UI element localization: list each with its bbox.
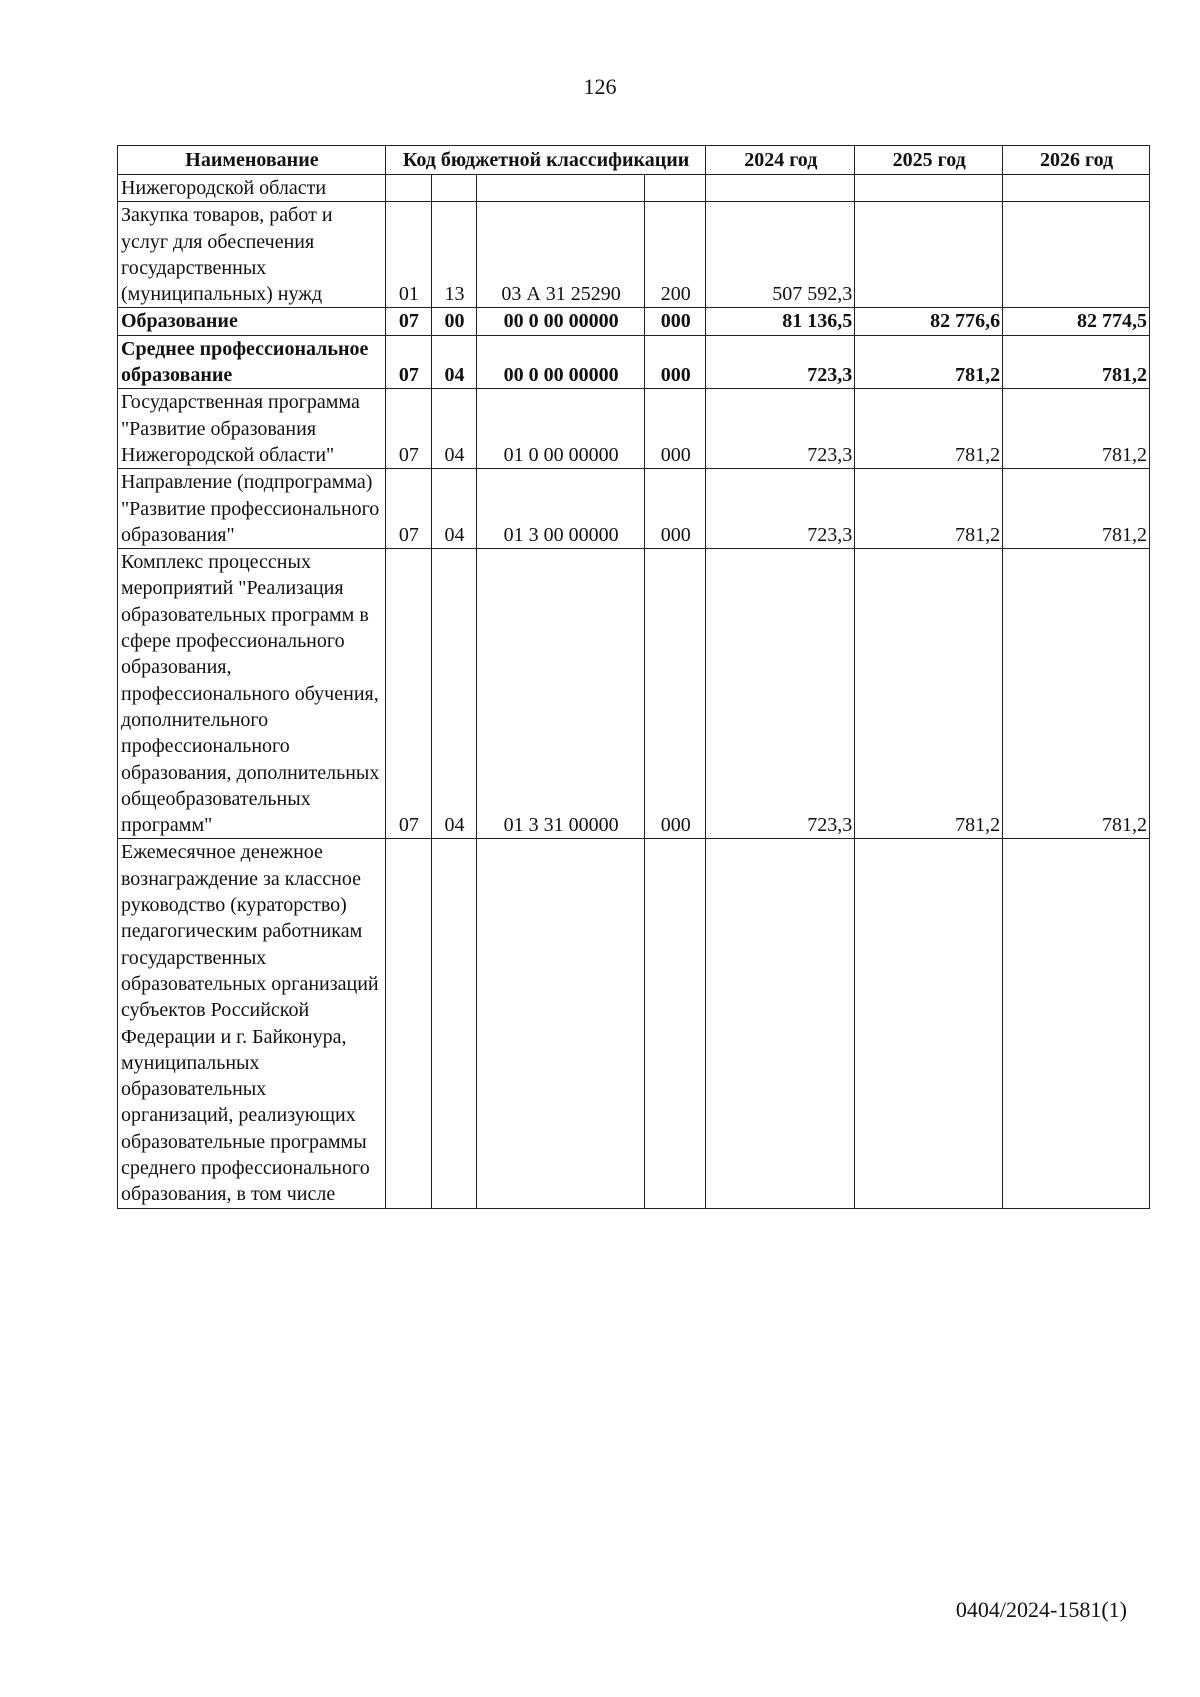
row-section: 07 bbox=[385, 389, 431, 469]
row-target-article: 03 А 31 25290 bbox=[476, 202, 644, 308]
row-subsection: 13 bbox=[431, 202, 476, 308]
row-expense-type: 000 bbox=[645, 335, 706, 389]
table-row bbox=[118, 308, 1150, 335]
header-2026: 2026 год bbox=[1003, 146, 1150, 175]
row-section: 01 bbox=[385, 202, 431, 308]
header-name: Наименование bbox=[118, 146, 386, 175]
row-subsection: 04 bbox=[431, 549, 476, 839]
row-2025: 781,2 bbox=[855, 335, 1003, 389]
row-2025 bbox=[855, 202, 1003, 308]
row-expense-type: 000 bbox=[645, 389, 706, 469]
row-2024: 507 592,3 bbox=[706, 202, 855, 308]
table-row bbox=[118, 202, 1150, 308]
row-subsection bbox=[431, 175, 476, 202]
row-2024: 723,3 bbox=[706, 549, 855, 839]
row-name: Нижегородской области bbox=[118, 175, 386, 202]
row-subsection: 04 bbox=[431, 389, 476, 469]
row-name: Среднее профессиональное образование bbox=[118, 335, 386, 389]
header-2024: 2024 год bbox=[706, 146, 855, 175]
row-expense-type bbox=[645, 175, 706, 202]
document-number: 0404/2024-1581(1) bbox=[955, 1597, 1127, 1622]
row-expense-type: 000 bbox=[645, 308, 706, 335]
row-name: Комплекс процессных мероприятий "Реализация образовательных программ в сфере профессионального образования, профессионального обучения, дополнительного профессионального образования, дополнительных общеобразовательных программ" bbox=[118, 549, 386, 839]
row-section: 07 bbox=[385, 549, 431, 839]
row-2026: 82 774,5 bbox=[1003, 308, 1150, 335]
row-target-article: 01 0 00 00000 bbox=[476, 389, 644, 469]
page-number: 126 bbox=[583, 74, 617, 99]
row-target-article: 01 3 00 00000 bbox=[476, 469, 644, 549]
row-expense-type: 200 bbox=[645, 202, 706, 308]
table-row bbox=[118, 175, 1150, 202]
row-name: Государственная программа "Развитие образования Нижегородской области" bbox=[118, 389, 386, 469]
row-section bbox=[385, 175, 431, 202]
row-target-article: 00 0 00 00000 bbox=[476, 308, 644, 335]
table-row bbox=[118, 335, 1150, 389]
row-subsection: 04 bbox=[431, 335, 476, 389]
row-subsection: 04 bbox=[431, 469, 476, 549]
row-2024: 723,3 bbox=[706, 469, 855, 549]
row-2025 bbox=[855, 839, 1003, 1208]
row-2025: 82 776,6 bbox=[855, 308, 1003, 335]
row-2026: 781,2 bbox=[1003, 549, 1150, 839]
table-row bbox=[118, 389, 1150, 469]
row-subsection: 00 bbox=[431, 308, 476, 335]
header-2025: 2025 год bbox=[855, 146, 1003, 175]
row-2026 bbox=[1003, 202, 1150, 308]
row-2024: 723,3 bbox=[706, 389, 855, 469]
row-target-article: 01 3 31 00000 bbox=[476, 549, 644, 839]
header-row bbox=[118, 146, 1150, 175]
row-2026 bbox=[1003, 175, 1150, 202]
row-section: 07 bbox=[385, 308, 431, 335]
row-name: Образование bbox=[118, 308, 386, 335]
budget-table bbox=[117, 145, 1150, 1209]
row-name: Закупка товаров, работ и услуг для обеспечения государственных (муниципальных) нужд bbox=[118, 202, 386, 308]
row-2026 bbox=[1003, 839, 1150, 1208]
row-name: Ежемесячное денежное вознаграждение за классное руководство (кураторство) педагогическим работникам государственных образовательных организаций субъектов Российской Федерации и г. Байконура, муниципальных образовательных организаций, реализующих образовательные программы среднего профессионального образования, в том числе bbox=[118, 839, 386, 1208]
row-2026: 781,2 bbox=[1003, 335, 1150, 389]
table-row bbox=[118, 549, 1150, 839]
row-expense-type: 000 bbox=[645, 549, 706, 839]
row-subsection bbox=[431, 839, 476, 1208]
row-2024: 81 136,5 bbox=[706, 308, 855, 335]
row-expense-type bbox=[645, 839, 706, 1208]
row-2025: 781,2 bbox=[855, 469, 1003, 549]
row-2026: 781,2 bbox=[1003, 389, 1150, 469]
row-2025 bbox=[855, 175, 1003, 202]
row-target-article: 00 0 00 00000 bbox=[476, 335, 644, 389]
row-expense-type: 000 bbox=[645, 469, 706, 549]
row-2024 bbox=[706, 839, 855, 1208]
row-2024: 723,3 bbox=[706, 335, 855, 389]
table-row bbox=[118, 839, 1150, 1208]
row-2025: 781,2 bbox=[855, 389, 1003, 469]
row-section bbox=[385, 839, 431, 1208]
row-2025: 781,2 bbox=[855, 549, 1003, 839]
row-2026: 781,2 bbox=[1003, 469, 1150, 549]
row-target-article bbox=[476, 175, 644, 202]
row-name: Направление (подпрограмма) "Развитие профессионального образования" bbox=[118, 469, 386, 549]
row-section: 07 bbox=[385, 469, 431, 549]
table-row bbox=[118, 469, 1150, 549]
row-2024 bbox=[706, 175, 855, 202]
row-target-article bbox=[476, 839, 644, 1208]
header-code: Код бюджетной классификации bbox=[385, 146, 705, 175]
row-section: 07 bbox=[385, 335, 431, 389]
